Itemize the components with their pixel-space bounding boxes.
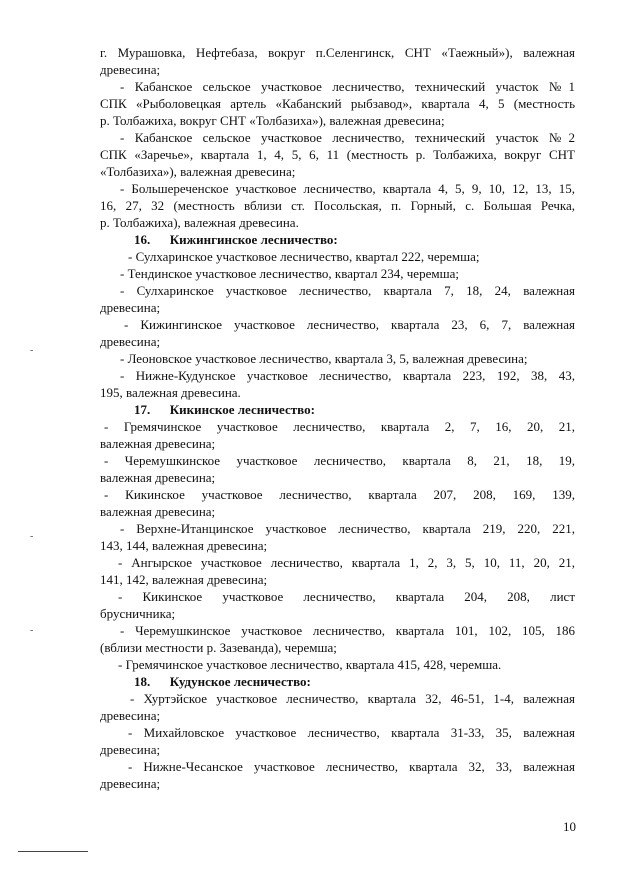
footer-rule [18, 851, 88, 852]
margin-mark: - [30, 625, 34, 636]
text-line: древесина; [100, 742, 161, 757]
list-item: - Ангырское участковое лесничество, квартала 1, 2, 3, 5, 10, 11, 20, 21, [118, 555, 575, 570]
text-line: 141, 142, валежная древесина; [100, 572, 268, 587]
text-line: валежная древесина; [100, 504, 216, 519]
list-item: - Нижне-Чесанское участковое лесничество, квартала 32, 33, валежная [128, 759, 575, 774]
section-heading: 16. Кижингинское лесничество: [134, 232, 338, 247]
text-line: р. Толбажиха, вокруг СНТ «Толбазиха»), валежная древесина; [100, 113, 445, 128]
list-item: - Гремячинское участковое лесничество, квартала 415, 428, черемша. [118, 657, 502, 672]
list-item: - Черемушкинское участковое лесничество, квартала 8, 21, 18, 19, [104, 453, 575, 468]
margin-mark: - [30, 531, 34, 542]
text-line: г. Мурашовка, Нефтебаза, вокруг п.Селенгинск, СНТ «Таежный»), валежная [100, 45, 575, 60]
text-line: «Толбазиха»), валежная древесина; [100, 164, 296, 179]
list-item: - Сулхаринское участковое лесничество, квартала 7, 18, 24, валежная [120, 283, 575, 298]
text-line: 16, 27, 32 (местность вблизи ст. Посольская, п. Горный, с. Большая Речка, [100, 198, 575, 213]
text-line: 195, валежная древесина. [100, 385, 241, 400]
text-line: древесина; [100, 708, 161, 723]
text-line: р. Толбажиха), валежная древесина. [100, 215, 299, 230]
text-line: СПК «Заречье», квартала 1, 4, 5, 6, 11 (местность р. Толбажиха, вокруг СНТ [100, 147, 575, 162]
page-number: 10 [563, 819, 576, 834]
text-line: древесина; [100, 334, 161, 349]
list-item: - Кикинское участковое лесничество, квартала 204, 208, лист [118, 589, 575, 604]
list-item: - Михайловское участковое лесничество, квартала 31-33, 35, валежная [128, 725, 575, 740]
list-item: - Кикинское участковое лесничество, квартала 207, 208, 169, 139, [104, 487, 575, 502]
margin-mark: - [30, 345, 34, 356]
list-item: - Хуртэйское участковое лесничество, квартала 32, 46-51, 1-4, валежная [130, 691, 575, 706]
text-line: валежная древесина; [100, 470, 216, 485]
list-item: - Гремячинское участковое лесничество, квартала 2, 7, 16, 20, 21, [104, 419, 575, 434]
list-item: - Кабанское сельское участковое лесничество, технический участок №1 [120, 79, 575, 94]
text-line: валежная древесина; [100, 436, 216, 451]
text-line: брусничника; [100, 606, 176, 621]
list-item: - Тендинское участковое лесничество, квартал 234, черемша; [120, 266, 459, 281]
text-line: СПК «Рыболовецкая артель «Кабанский рыбзавод», квартала 4, 5 (местность [100, 96, 575, 111]
list-item: - Сулхаринское участковое лесничество, квартал 222, черемша; [128, 249, 480, 264]
text-line: древесина; [100, 300, 161, 315]
list-item: - Кижингинское участковое лесничество, квартала 23, 6, 7, валежная [124, 317, 575, 332]
list-item: - Леоновское участковое лесничество, квартала 3, 5, валежная древесина; [120, 351, 528, 366]
text-line: древесина; [100, 62, 161, 77]
list-item: - Черемушкинское участковое лесничество, квартала 101, 102, 105, 186 [120, 623, 575, 638]
text-line: (вблизи местности р. Зазеванда), черемша; [100, 640, 337, 655]
list-item: - Верхне-Итанцинское участковое лесничество, квартала 219, 220, 221, [120, 521, 575, 536]
text-line: 143, 144, валежная древесина; [100, 538, 268, 553]
text-line: древесина; [100, 776, 161, 791]
list-item: - Большереченское участковое лесничество, квартала 4, 5, 9, 10, 12, 13, 15, [120, 181, 575, 196]
section-heading: 18. Кудунское лесничество: [134, 674, 311, 689]
list-item: - Кабанское сельское участковое лесничество, технический участок №2 [120, 130, 575, 145]
section-heading: 17. Кикинское лесничество: [134, 402, 315, 417]
list-item: - Нижне-Кудунское участковое лесничество, квартала 223, 192, 38, 43, [120, 368, 575, 383]
